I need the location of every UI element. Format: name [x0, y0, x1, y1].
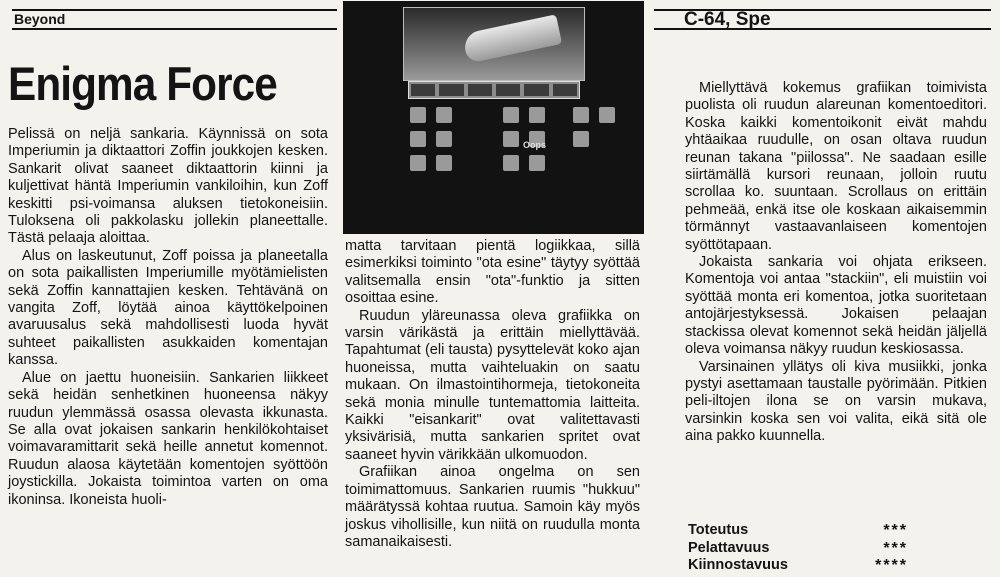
paragraph: Pelissä on neljä sankaria. Käynnissä on sota Imperiumin ja diktaattori Zoffin joukkojen kesken. Sankarit olivat saaneet diktaattorin kiinni ja kuljettivat häntä Imperiumin vankiloihin, kun Zoff keskitti psi-voimansa aluksen tietokoneisiin. Tuloksena oli pakkolasku jollekin planeettalle. Tästä pelaaja aloittaa.	[8, 126, 328, 247]
section-header-left: Beyond	[12, 9, 337, 30]
ratings-box	[688, 522, 908, 575]
article-title: Enigma Force	[8, 57, 277, 110]
icon-panel-right	[573, 107, 615, 207]
game-viewport	[403, 7, 585, 81]
icon-panel-middle	[503, 107, 545, 207]
status-strip	[408, 81, 580, 99]
paragraph: matta tarvitaan pientä logiikkaa, sillä esimerkiksi toiminto "ota esine" täytyy syöttää valitsemalla ensin "ota"-funktio ja sitten osoittaa esine.	[345, 238, 640, 307]
paragraph: Ruudun yläreunassa oleva grafiikka on varsin värikästä ja erittäin miellyttävää. Tapahtumat (eli tausta) pysyttelevät koko ajan huoneissa, mutta vaihteluakin on saatu mukaan. On ilmastointihormeja, tietokoneita sekä monia minulle tuntemattomia laitteita. Kaikki "eisankarit" ovat valitettavasti yksivärisiä, mutta sankarien spritet ovat saaneet hyvin värikkään ulkomuodon.	[345, 307, 640, 463]
game-screenshot	[343, 1, 644, 234]
rating-label: Toteutus	[688, 522, 749, 538]
paragraph: Alue on jaettu huoneisiin. Sankarien liikkeet sekä heidän senhetkinen huoneensa näkyy ruudun ylemmässä osassa olevasta ikkunasta. Se alla ovat jokaisen sankarin henkilökohtaiset voimavaramittarit sekä heille annetut komennot. Ruudun alaosa käytetään komentojen syöttöön joystickilla. Jokaista toimintoa varten on oma ikoninsa. Ikoneista huoli-	[8, 369, 328, 508]
rating-row	[688, 522, 908, 540]
column-3	[685, 80, 987, 446]
paragraph: Jokaista sankaria voi ohjata erikseen. Komentoja voi antaa "stackiin", eli muistiin voi syöttää monta eri komentoa, jotka suoritetaan antojärjestyksessä. Jokaisen pelaajan stackissa olevat komennot sekä heidän jäljellä oleva voimansa näkyy ruudun keskiosassa.	[685, 254, 987, 358]
rating-label: Pelattavuus	[688, 539, 770, 556]
rating-stars: ****	[875, 557, 908, 574]
screenshot-label: Oops	[523, 140, 547, 150]
rating-stars: ***	[883, 539, 908, 557]
column-1	[8, 126, 328, 509]
rating-row	[688, 557, 908, 575]
spaceship-image	[462, 14, 562, 63]
paragraph: Miellyttävä kokemus grafiikan toimivista puolista oli ruudun alareunan komentoeditori. Koska kaikki komentoikonit eivät mahdu yhtäaikaa ruudulle, on osan oltava ruudun reunan takana "piilossa". Ne saadaan esille siirtämällä kursori reunaan, jolloin ruutu scrollaa ko. suuntaan. Scrollaus on erittäin pehmeää, enkä itse ole koskaan aikaisemmin törmännyt vastaavanlaiseen komentojen syöttötapaan.	[685, 80, 987, 253]
paragraph: Alus on laskeutunut, Zoff poissa ja planeetalla on sota paikallisten Imperiumille myötämielisten sekä Zoffin kannattajien kesken. Tehtävänä on vangita Zoff, löytää ainoa käyttökelpoinen avaruusalus sekä mahdollisesti luoda hyvät suhteet paikallisten asukkaiden komentajan kanssa.	[8, 247, 328, 369]
section-header-right: C-64, Spe	[654, 9, 991, 30]
column-2	[345, 238, 640, 551]
paragraph: Varsinainen yllätys oli kiva musiikki, jonka pystyi asettamaan taustalle pyörimään. Pitkien peli-iltojen ilona se on varsin mukava, varsinkin koska sen voi valita, eikä sitä ole aina pakko kuunnella.	[685, 358, 987, 445]
paragraph: Grafiikan ainoa ongelma on sen toimimattomuus. Sankarien ruumis "hukkuu" määrätyssä kohtaa ruutua. Samoin käy myös joskus vihollisille, kun niitä on ruudulla monta samanaikaisesti.	[345, 464, 640, 550]
rating-label: Kiinnostavuus	[688, 557, 788, 573]
rating-row	[688, 540, 908, 558]
rating-stars: ***	[883, 522, 908, 539]
icon-panel-left	[410, 107, 452, 207]
